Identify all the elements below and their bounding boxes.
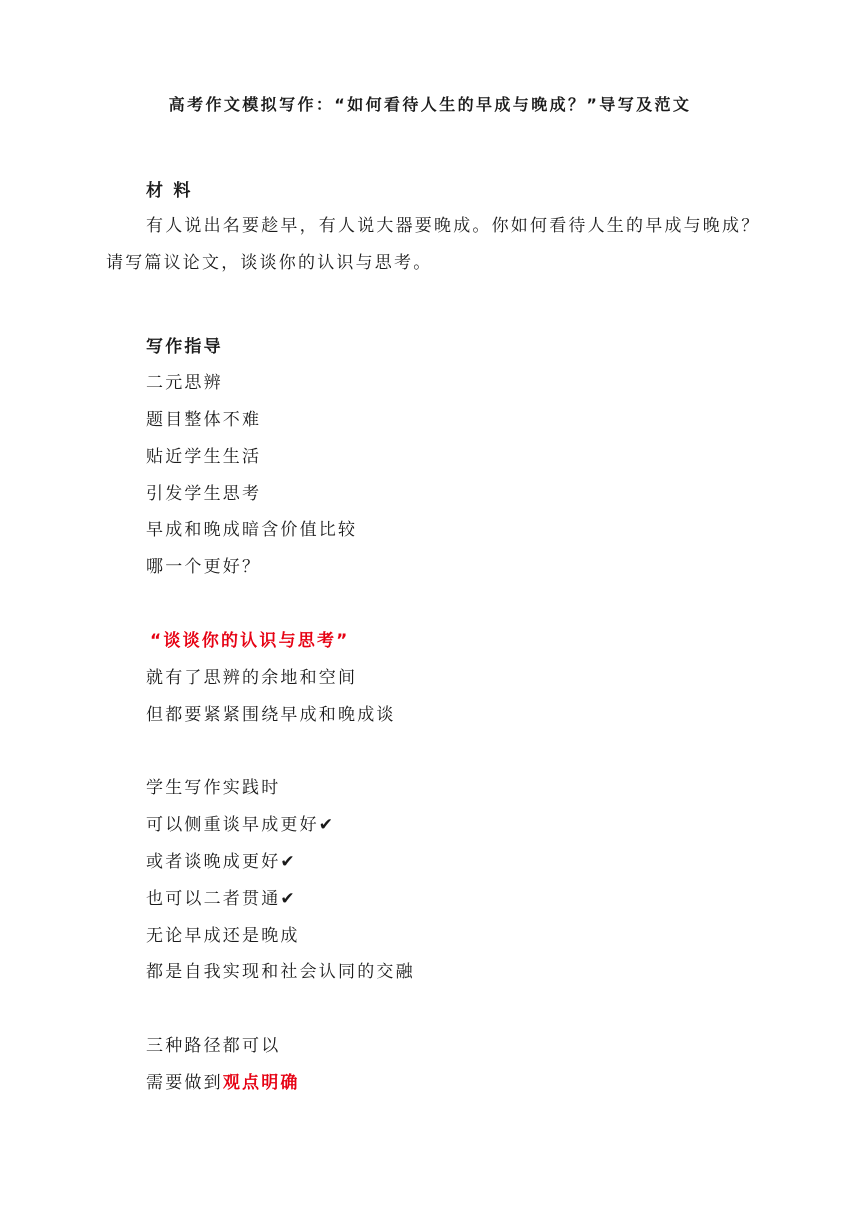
document-title: 高考作文模拟写作：“如何看待人生的早成与晚成？”导写及范文 xyxy=(168,95,692,114)
paths-line: 三种路径都可以 xyxy=(146,1036,281,1056)
guide-line: 二元思辨 xyxy=(146,373,223,393)
paths-prefix: 需要做到 xyxy=(146,1073,223,1093)
guide-line: 题目整体不难 xyxy=(146,410,262,430)
highlight-line: 但都要紧紧围绕早成和晚成谈 xyxy=(146,705,396,725)
practice-line: 都是自我实现和社会认同的交融 xyxy=(146,962,415,982)
material-text: 有人说出名要趁早，有人说大器要晚成。你如何看待人生的早成与晚成？请写篇议论文，谈谈你的认识与思考。 xyxy=(106,216,761,273)
material-heading: 材 料 xyxy=(146,181,193,201)
practice-line: 学生写作实践时 xyxy=(146,778,281,798)
guide-line: 哪一个更好？ xyxy=(146,557,262,577)
practice-line: 可以侧重谈早成更好✔ xyxy=(146,815,336,835)
practice-line: 无论早成还是晚成 xyxy=(146,926,300,946)
guide-line: 早成和晚成暗含价值比较 xyxy=(146,520,358,540)
practice-line: 也可以二者贯通✔ xyxy=(146,889,297,909)
highlight-quote: “谈谈你的认识与思考” xyxy=(150,631,350,651)
highlight-line: 就有了思辨的余地和空间 xyxy=(146,668,358,688)
guide-line: 贴近学生生活 xyxy=(146,447,262,467)
guide-heading: 写作指导 xyxy=(146,337,223,357)
paths-line-emphasis xyxy=(146,1071,300,1095)
emphasis-text: 观点明确 xyxy=(222,1073,300,1093)
guide-line: 引发学生思考 xyxy=(146,484,262,504)
practice-line: 或者谈晚成更好✔ xyxy=(146,852,297,872)
